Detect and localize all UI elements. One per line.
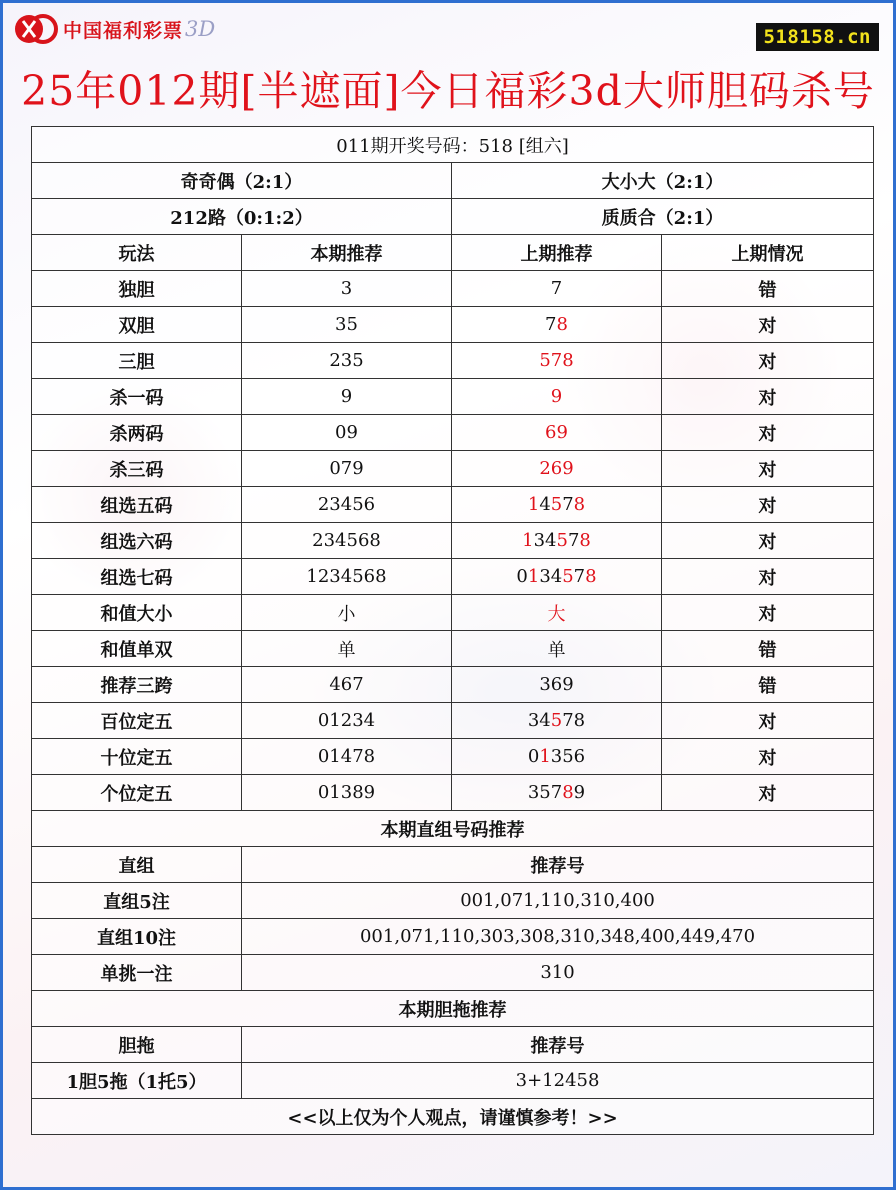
result-status: 对 [662,559,874,595]
direct-col-numbers: 推荐号 [242,847,874,883]
hit-digits: 1 [522,530,534,551]
result-status: 对 [662,595,874,631]
drag-numbers: 3+12458 [242,1063,874,1099]
hit-digits: 1 [539,746,551,767]
hit-digits: 5 [556,530,568,551]
table-row [32,271,874,307]
prime-composite-ratio: 质质合（2:1） [452,199,874,235]
previous-pick [452,523,662,559]
direct-label: 单挑一注 [32,955,242,991]
result-status: 对 [662,307,874,343]
play-name: 组选七码 [32,559,242,595]
miss-digits: 9 [573,782,586,803]
section-header-row [32,811,874,847]
direct-section-title: 本期直组号码推荐 [32,811,874,847]
play-name: 推荐三跨 [32,667,242,703]
section-header-row [32,991,874,1027]
miss-digits: 4 [539,494,551,515]
previous-pick [452,559,662,595]
play-name: 杀两码 [32,415,242,451]
result-status: 错 [662,271,874,307]
result-status: 对 [662,775,874,811]
hit-digits: 8 [556,314,568,335]
miss-digits: 7 [562,494,574,515]
draw-result: 011期开奖号码：518 [组六] [32,127,874,163]
current-pick: 467 [242,667,452,703]
footer-row [32,1099,874,1135]
hit-digits: 269 [539,458,574,479]
summary-row [32,199,874,235]
column-header-row [32,235,874,271]
miss-digits: 单 [547,639,566,661]
section-column-row [32,847,874,883]
current-pick: 01389 [242,775,452,811]
direct-row [32,883,874,919]
current-pick: 单 [242,631,452,667]
miss-digits: 78 [562,710,586,731]
previous-pick [452,415,662,451]
hit-digits: 1 [527,494,540,515]
result-status: 对 [662,379,874,415]
hit-digits: 8 [585,566,597,587]
logo-text: 中国福利彩票 [63,19,184,42]
result-status: 对 [662,415,874,451]
previous-pick [452,271,662,307]
hit-digits: 5 [550,494,563,515]
previous-pick [452,487,662,523]
drag-col-type: 胆拖 [32,1027,242,1063]
miss-digits: 7 [545,314,557,335]
play-name: 双胆 [32,307,242,343]
previous-pick [452,343,662,379]
current-pick: 01234 [242,703,452,739]
play-name: 个位定五 [32,775,242,811]
big-small-ratio: 大小大（2:1） [452,163,874,199]
table-row [32,631,874,667]
play-name: 组选六码 [32,523,242,559]
current-pick: 小 [242,595,452,631]
current-pick: 23456 [242,487,452,523]
col-header-result: 上期情况 [662,235,874,271]
play-name: 杀三码 [32,451,242,487]
direct-label: 直组5注 [32,883,242,919]
result-status: 对 [662,451,874,487]
road-ratio: 212路（0:1:2） [32,199,452,235]
disclaimer-note: <<以上仅为个人观点，请谨慎参考！>> [32,1099,874,1135]
drag-section-title: 本期胆拖推荐 [32,991,874,1027]
section-column-row [32,1027,874,1063]
direct-col-type: 直组 [32,847,242,883]
miss-digits: 34 [527,710,551,731]
play-name: 和值大小 [32,595,242,631]
play-name: 独胆 [32,271,242,307]
result-status: 对 [662,487,874,523]
previous-pick [452,595,662,631]
hit-digits: 69 [545,422,568,443]
play-name: 三胆 [32,343,242,379]
hit-digits: 大 [547,603,566,625]
result-status: 对 [662,343,874,379]
hit-digits: 8 [562,782,574,803]
drag-col-numbers: 推荐号 [242,1027,874,1063]
miss-digits: 0 [516,566,528,587]
miss-digits: 7 [573,566,586,587]
hit-digits: 5 [562,566,574,587]
play-name: 和值单双 [32,631,242,667]
hit-digits: 8 [573,494,586,515]
logo-3d: 3D [185,17,216,41]
direct-numbers: 001,071,110,303,308,310,348,400,449,470 [242,919,874,955]
lottery-logo [13,11,215,47]
hit-digits: 578 [539,350,574,371]
previous-pick [452,307,662,343]
direct-numbers: 001,071,110,310,400 [242,883,874,919]
result-status: 错 [662,631,874,667]
direct-label: 直组10注 [32,919,242,955]
result-status: 对 [662,523,874,559]
direct-row [32,919,874,955]
miss-digits: 34 [533,530,557,551]
previous-pick [452,451,662,487]
hit-digits: 9 [550,386,563,407]
summary-draw-row [32,127,874,163]
odd-even-ratio: 奇奇偶（2:1） [32,163,452,199]
play-name: 杀一码 [32,379,242,415]
previous-pick [452,631,662,667]
previous-pick [452,739,662,775]
table-row [32,559,874,595]
direct-numbers: 310 [242,955,874,991]
table-row [32,739,874,775]
hit-digits: 1 [527,566,540,587]
current-pick: 01478 [242,739,452,775]
result-status: 错 [662,667,874,703]
play-name: 百位定五 [32,703,242,739]
current-pick: 1234568 [242,559,452,595]
current-pick: 079 [242,451,452,487]
current-pick: 3 [242,271,452,307]
table-row [32,307,874,343]
previous-pick [452,703,662,739]
direct-row [32,955,874,991]
drag-label: 1胆5拖（1托5） [32,1063,242,1099]
miss-digits: 7 [567,530,580,551]
table-row [32,343,874,379]
miss-digits: 356 [550,746,586,767]
previous-pick [452,775,662,811]
result-status: 对 [662,703,874,739]
table-row [32,415,874,451]
table-row [32,379,874,415]
col-header-play: 玩法 [32,235,242,271]
table-row [32,703,874,739]
miss-digits: 357 [527,782,563,803]
previous-pick [452,667,662,703]
play-name: 十位定五 [32,739,242,775]
miss-digits: 0 [527,746,540,767]
table-row [32,595,874,631]
current-pick: 9 [242,379,452,415]
hit-digits: 8 [579,530,591,551]
drag-row [32,1063,874,1099]
page-title: 25年012期[半遮面]今日福彩3d大师胆码杀号 [21,67,875,115]
prediction-table [31,126,874,1135]
miss-digits: 34 [539,566,563,587]
miss-digits: 369 [539,674,574,695]
table-row [32,667,874,703]
current-pick: 234568 [242,523,452,559]
summary-row [32,163,874,199]
lottery-logo-icon [13,11,59,47]
table-row [32,523,874,559]
table-row [32,775,874,811]
table-row [32,487,874,523]
hit-digits: 5 [550,710,563,731]
col-header-prev: 上期推荐 [452,235,662,271]
result-status: 对 [662,739,874,775]
current-pick: 35 [242,307,452,343]
current-pick: 09 [242,415,452,451]
current-pick: 235 [242,343,452,379]
table-row [32,451,874,487]
previous-pick [452,379,662,415]
site-badge[interactable]: 518158.cn [756,23,879,51]
col-header-current: 本期推荐 [242,235,452,271]
play-name: 组选五码 [32,487,242,523]
miss-digits: 7 [550,278,563,299]
